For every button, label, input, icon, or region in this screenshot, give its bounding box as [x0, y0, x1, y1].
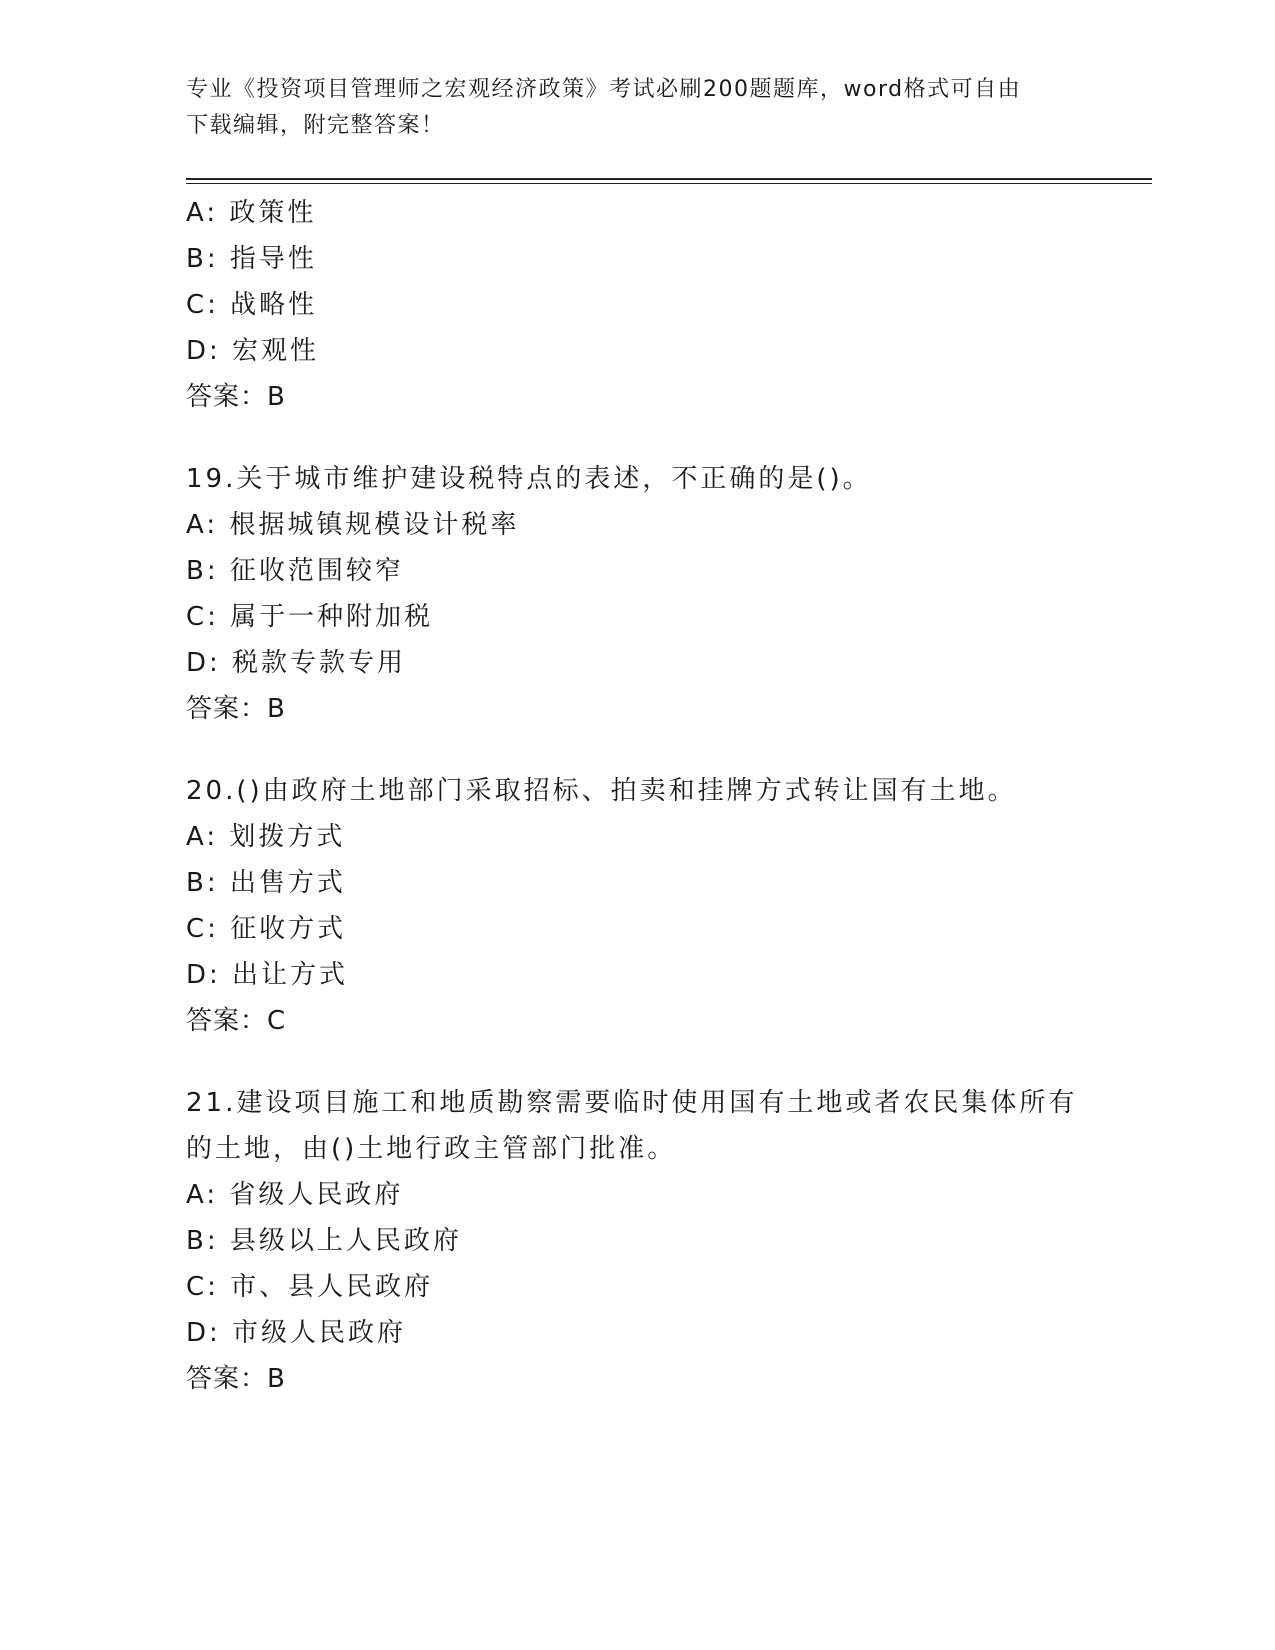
question-stem: 19.关于城市维护建设税特点的表述，不正确的是()。 — [186, 464, 872, 494]
option-d: D: 市级人民政府 — [186, 1318, 407, 1348]
option-b: B: 县级以上人民政府 — [186, 1226, 462, 1256]
option-c: C: 市、县人民政府 — [186, 1272, 434, 1302]
header-divider — [186, 178, 1152, 180]
option-c: C: 征收方式 — [186, 914, 347, 944]
question-stem: 20.()由政府土地部门采取招标、拍卖和挂牌方式转让国有土地。 — [186, 776, 1017, 806]
answer: 答案：B — [186, 382, 286, 412]
question-list — [186, 190, 1146, 1402]
question-stem-line-2: 的土地，由()土地行政主管部门批准。 — [186, 1134, 677, 1164]
option-a: A: 划拨方式 — [186, 822, 346, 852]
answer: 答案：C — [186, 1006, 287, 1036]
option-d: D: 出让方式 — [186, 960, 349, 990]
option-a: A: 政策性 — [186, 198, 317, 228]
header-divider-thin — [186, 183, 1152, 184]
question-20 — [186, 768, 1146, 1044]
header-line-2: 下载编辑，附完整答案！ — [186, 113, 445, 138]
option-b: B: 出售方式 — [186, 868, 346, 898]
option-a: A: 根据城镇规模设计税率 — [186, 510, 520, 540]
answer: 答案：B — [186, 694, 286, 724]
answer: 答案：B — [186, 1364, 286, 1394]
question-19 — [186, 456, 1146, 732]
option-c: C: 战略性 — [186, 290, 318, 320]
header-line-1: 专业《投资项目管理师之宏观经济政策》考试必刷200题题库，word格式可自由 — [186, 77, 1022, 102]
document-header — [186, 72, 1066, 144]
question-stem-line-1: 21.建设项目施工和地质勘察需要临时使用国有土地或者农民集体所有 — [186, 1088, 1078, 1118]
option-c: C: 属于一种附加税 — [186, 602, 434, 632]
question-21 — [186, 1080, 1146, 1402]
option-b: B: 指导性 — [186, 244, 317, 274]
option-d: D: 税款专款专用 — [186, 648, 407, 678]
option-a: A: 省级人民政府 — [186, 1180, 404, 1210]
option-b: B: 征收范围较窄 — [186, 556, 404, 586]
option-d: D: 宏观性 — [186, 336, 320, 366]
question-18 — [186, 190, 1146, 420]
